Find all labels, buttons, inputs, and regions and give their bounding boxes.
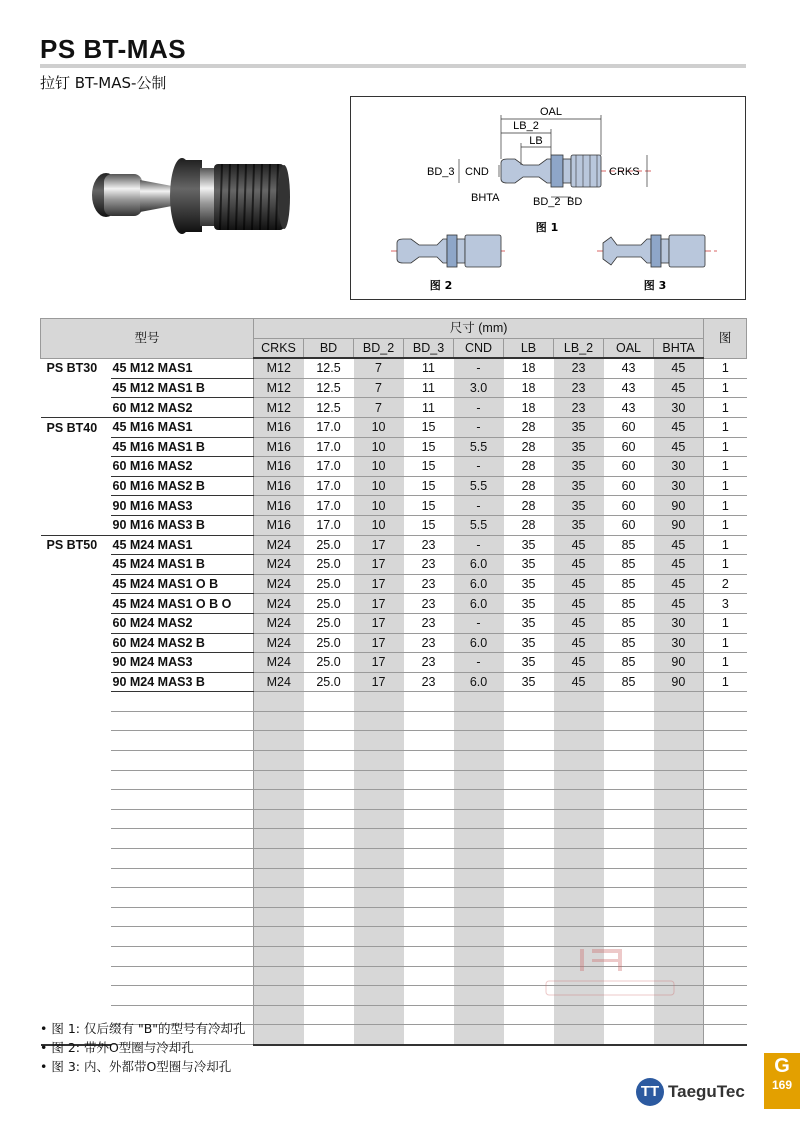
value-cell: 35 — [504, 613, 554, 633]
value-cell: 28 — [504, 476, 554, 496]
model-cell: 45 M16 MAS1 — [111, 417, 254, 437]
value-cell: 28 — [504, 437, 554, 457]
value-cell: 90 — [654, 515, 704, 535]
value-cell: M24 — [254, 594, 304, 614]
table-row — [41, 653, 747, 673]
value-cell: 10 — [354, 515, 404, 535]
group-cell — [41, 378, 111, 398]
empty-row — [41, 790, 747, 810]
value-cell: - — [454, 496, 504, 516]
group-cell — [41, 594, 111, 614]
value-cell: - — [454, 457, 504, 477]
value-cell: M16 — [254, 457, 304, 477]
group-cell: PS BT40 — [41, 417, 111, 437]
value-cell: 10 — [354, 417, 404, 437]
value-cell: 25.0 — [304, 672, 354, 692]
value-cell: 17 — [354, 613, 404, 633]
table-row — [41, 398, 747, 418]
table-row — [41, 476, 747, 496]
model-cell: 45 M12 MAS1 — [111, 358, 254, 378]
value-cell: 17.0 — [304, 515, 354, 535]
value-cell: M24 — [254, 633, 304, 653]
value-cell: 25.0 — [304, 555, 354, 575]
model-cell: 45 M12 MAS1 B — [111, 378, 254, 398]
figure-1-drawing — [427, 106, 651, 234]
model-cell: 45 M16 MAS1 B — [111, 437, 254, 457]
col-header: BD_2 — [354, 338, 404, 358]
col-header: CND — [454, 338, 504, 358]
value-cell: 45 — [654, 594, 704, 614]
col-header: BD — [304, 338, 354, 358]
value-cell: 45 — [554, 672, 604, 692]
value-cell: 60 — [604, 417, 654, 437]
value-cell: 23 — [404, 613, 454, 633]
value-cell: 23 — [404, 594, 454, 614]
value-cell: 15 — [404, 417, 454, 437]
value-cell: 30 — [654, 633, 704, 653]
value-cell: 6.0 — [454, 574, 504, 594]
model-cell: 45 M24 MAS1 O B — [111, 574, 254, 594]
value-cell: 12.5 — [304, 398, 354, 418]
value-cell: 35 — [554, 457, 604, 477]
table-row — [41, 672, 747, 692]
label-lb2: LB_2 — [513, 120, 539, 132]
model-header: 型号 — [41, 319, 254, 359]
group-cell — [41, 398, 111, 418]
value-cell: - — [454, 398, 504, 418]
value-cell: 45 — [554, 535, 604, 555]
model-cell: 60 M16 MAS2 B — [111, 476, 254, 496]
group-cell — [41, 653, 111, 673]
value-cell: 45 — [554, 653, 604, 673]
empty-row — [41, 868, 747, 888]
table-row — [41, 457, 747, 477]
value-cell: 17 — [354, 672, 404, 692]
notes-list — [40, 1019, 246, 1076]
value-cell: M24 — [254, 672, 304, 692]
label-bd3: BD_3 — [427, 166, 455, 178]
empty-row — [41, 751, 747, 771]
col-header: CRKS — [254, 338, 304, 358]
group-cell: PS BT50 — [41, 535, 111, 555]
value-cell: 6.0 — [454, 594, 504, 614]
value-cell: 15 — [404, 476, 454, 496]
model-cell: 45 M24 MAS1 — [111, 535, 254, 555]
value-cell: 35 — [504, 672, 554, 692]
value-cell: M24 — [254, 613, 304, 633]
value-cell: 5.5 — [454, 437, 504, 457]
figure-3-caption: 图 3 — [643, 279, 667, 292]
table-row — [41, 378, 747, 398]
value-cell: 25.0 — [304, 594, 354, 614]
figure-cell: 1 — [704, 555, 747, 575]
value-cell: 30 — [654, 613, 704, 633]
value-cell: 23 — [404, 555, 454, 575]
model-cell: 90 M24 MAS3 — [111, 653, 254, 673]
model-cell: 60 M24 MAS2 B — [111, 633, 254, 653]
table-row — [41, 613, 747, 633]
value-cell: 28 — [504, 417, 554, 437]
value-cell: 17.0 — [304, 457, 354, 477]
value-cell: 10 — [354, 437, 404, 457]
value-cell: - — [454, 535, 504, 555]
brand-footer — [636, 1078, 745, 1106]
figure-cell: 1 — [704, 535, 747, 555]
value-cell: 18 — [504, 358, 554, 378]
value-cell: 35 — [554, 496, 604, 516]
group-cell — [41, 613, 111, 633]
pull-stud-photo — [82, 150, 302, 236]
table-row — [41, 594, 747, 614]
value-cell: 35 — [504, 574, 554, 594]
value-cell: 43 — [604, 398, 654, 418]
model-cell: 60 M12 MAS2 — [111, 398, 254, 418]
dimension-diagram — [350, 96, 746, 300]
value-cell: 23 — [554, 398, 604, 418]
value-cell: 28 — [504, 515, 554, 535]
empty-row — [41, 692, 747, 712]
value-cell: - — [454, 613, 504, 633]
model-cell: 60 M24 MAS2 — [111, 613, 254, 633]
value-cell: 17 — [354, 653, 404, 673]
empty-row — [41, 809, 747, 829]
empty-row — [41, 927, 747, 947]
value-cell: 45 — [654, 378, 704, 398]
table-row — [41, 358, 747, 378]
col-header: OAL — [604, 338, 654, 358]
figure-cell: 1 — [704, 496, 747, 516]
value-cell: 35 — [504, 653, 554, 673]
value-cell: 23 — [404, 574, 454, 594]
value-cell: 45 — [554, 594, 604, 614]
model-cell: 45 M24 MAS1 O B O — [111, 594, 254, 614]
value-cell: 17.0 — [304, 417, 354, 437]
section-tab — [764, 1053, 800, 1109]
label-oal: OAL — [539, 106, 563, 118]
value-cell: 35 — [504, 633, 554, 653]
value-cell: 35 — [504, 535, 554, 555]
page-subtitle: 拉钉 BT-MAS-公制 — [40, 74, 167, 92]
value-cell: 28 — [504, 496, 554, 516]
empty-row — [41, 907, 747, 927]
value-cell: 6.0 — [454, 633, 504, 653]
empty-row — [41, 829, 747, 849]
value-cell: 5.5 — [454, 476, 504, 496]
value-cell: 45 — [554, 633, 604, 653]
value-cell: 45 — [654, 358, 704, 378]
table-row — [41, 515, 747, 535]
empty-row — [41, 731, 747, 751]
value-cell: 10 — [354, 457, 404, 477]
value-cell: M16 — [254, 417, 304, 437]
value-cell: 12.5 — [304, 378, 354, 398]
value-cell: 15 — [404, 515, 454, 535]
table-row — [41, 633, 747, 653]
table-row — [41, 437, 747, 457]
brand-name: TaeguTec — [668, 1082, 745, 1101]
label-crks: CRKS — [609, 166, 640, 178]
model-cell: 90 M16 MAS3 B — [111, 515, 254, 535]
value-cell: 23 — [554, 378, 604, 398]
value-cell: M24 — [254, 574, 304, 594]
page-title: PS BT-MAS — [40, 34, 187, 64]
figure-cell: 1 — [704, 437, 747, 457]
value-cell: 85 — [604, 653, 654, 673]
value-cell: 45 — [654, 437, 704, 457]
value-cell: 35 — [504, 555, 554, 575]
value-cell: 60 — [604, 476, 654, 496]
value-cell: 45 — [554, 613, 604, 633]
value-cell: M24 — [254, 535, 304, 555]
value-cell: 25.0 — [304, 653, 354, 673]
value-cell: 23 — [554, 358, 604, 378]
value-cell: 18 — [504, 378, 554, 398]
figure-cell: 1 — [704, 515, 747, 535]
label-bd2: BD_2 — [533, 196, 561, 208]
value-cell: 60 — [604, 457, 654, 477]
value-cell: 85 — [604, 574, 654, 594]
title-divider — [40, 64, 746, 68]
value-cell: 6.0 — [454, 555, 504, 575]
value-cell: 85 — [604, 555, 654, 575]
col-header: LB — [504, 338, 554, 358]
value-cell: 23 — [404, 535, 454, 555]
figure-cell: 1 — [704, 672, 747, 692]
value-cell: M16 — [254, 437, 304, 457]
value-cell: 85 — [604, 672, 654, 692]
group-cell — [41, 515, 111, 535]
value-cell: 35 — [554, 437, 604, 457]
value-cell: 17 — [354, 535, 404, 555]
value-cell: M24 — [254, 555, 304, 575]
group-cell — [41, 555, 111, 575]
spec-table — [40, 318, 747, 1046]
value-cell: 35 — [504, 594, 554, 614]
value-cell: 23 — [404, 633, 454, 653]
value-cell: 45 — [554, 555, 604, 575]
value-cell: 43 — [604, 378, 654, 398]
value-cell: 7 — [354, 358, 404, 378]
value-cell: 25.0 — [304, 535, 354, 555]
value-cell: 17 — [354, 594, 404, 614]
value-cell: 11 — [404, 398, 454, 418]
figure-cell: 1 — [704, 457, 747, 477]
value-cell: 15 — [404, 437, 454, 457]
col-header: LB_2 — [554, 338, 604, 358]
figure-2-caption: 图 2 — [429, 279, 453, 292]
col-header: BHTA — [654, 338, 704, 358]
model-cell: 45 M24 MAS1 B — [111, 555, 254, 575]
figure-cell: 1 — [704, 613, 747, 633]
value-cell: 85 — [604, 594, 654, 614]
group-cell — [41, 633, 111, 653]
value-cell: 25.0 — [304, 574, 354, 594]
value-cell: 15 — [404, 496, 454, 516]
value-cell: 90 — [654, 672, 704, 692]
table-row — [41, 555, 747, 575]
figure-3-drawing — [597, 235, 717, 292]
value-cell: 23 — [404, 672, 454, 692]
model-cell: 90 M24 MAS3 B — [111, 672, 254, 692]
dims-header: 尺寸 (mm) — [254, 319, 704, 339]
value-cell: 17 — [354, 574, 404, 594]
value-cell: 45 — [654, 417, 704, 437]
value-cell: 10 — [354, 496, 404, 516]
value-cell: 17 — [354, 555, 404, 575]
value-cell: 85 — [604, 535, 654, 555]
value-cell: 30 — [654, 457, 704, 477]
value-cell: 60 — [604, 496, 654, 516]
figure-1-caption: 图 1 — [535, 221, 559, 234]
value-cell: M16 — [254, 476, 304, 496]
value-cell: - — [454, 417, 504, 437]
group-cell — [41, 574, 111, 594]
table-row — [41, 417, 747, 437]
model-cell: 60 M16 MAS2 — [111, 457, 254, 477]
fig-header: 图 — [704, 319, 747, 359]
value-cell: M24 — [254, 653, 304, 673]
empty-row — [41, 770, 747, 790]
value-cell: 30 — [654, 476, 704, 496]
group-cell — [41, 457, 111, 477]
value-cell: 17.0 — [304, 437, 354, 457]
value-cell: 12.5 — [304, 358, 354, 378]
figure-cell: 1 — [704, 398, 747, 418]
figure-2-drawing — [391, 235, 507, 292]
value-cell: M12 — [254, 378, 304, 398]
label-bd: BD — [567, 196, 583, 208]
value-cell: 90 — [654, 653, 704, 673]
value-cell: 25.0 — [304, 633, 354, 653]
figure-cell: 3 — [704, 594, 747, 614]
table-row — [41, 535, 747, 555]
value-cell: 17.0 — [304, 476, 354, 496]
label-cnd: CND — [465, 166, 489, 178]
page-number: 169 — [771, 1078, 793, 1092]
empty-row — [41, 888, 747, 908]
value-cell: 17.0 — [304, 496, 354, 516]
value-cell: 11 — [404, 358, 454, 378]
value-cell: M16 — [254, 496, 304, 516]
value-cell: 23 — [404, 653, 454, 673]
value-cell: 18 — [504, 398, 554, 418]
value-cell: 45 — [654, 555, 704, 575]
figure-cell: 1 — [704, 358, 747, 378]
value-cell: 35 — [554, 515, 604, 535]
value-cell: 6.0 — [454, 672, 504, 692]
figure-cell: 1 — [704, 476, 747, 496]
value-cell: - — [454, 653, 504, 673]
label-lb: LB — [529, 135, 543, 147]
value-cell: 45 — [654, 535, 704, 555]
value-cell: 15 — [404, 457, 454, 477]
value-cell: 90 — [654, 496, 704, 516]
col-header: BD_3 — [404, 338, 454, 358]
group-cell: PS BT30 — [41, 358, 111, 378]
note-item: • 图 1: 仅后缀有 "B"的型号有冷却孔 — [40, 1019, 246, 1038]
value-cell: 43 — [604, 358, 654, 378]
label-bhta: BHTA — [471, 192, 500, 204]
value-cell: 60 — [604, 515, 654, 535]
group-cell — [41, 437, 111, 457]
empty-row — [41, 849, 747, 869]
table-row — [41, 574, 747, 594]
value-cell: 45 — [654, 574, 704, 594]
value-cell: M12 — [254, 398, 304, 418]
value-cell: 17 — [354, 633, 404, 653]
value-cell: 25.0 — [304, 613, 354, 633]
value-cell: 35 — [554, 476, 604, 496]
watermark-graphic — [540, 945, 680, 1005]
value-cell: 3.0 — [454, 378, 504, 398]
value-cell: 10 — [354, 476, 404, 496]
figure-cell: 1 — [704, 653, 747, 673]
value-cell: 35 — [554, 417, 604, 437]
value-cell: 7 — [354, 398, 404, 418]
value-cell: 60 — [604, 437, 654, 457]
value-cell: - — [454, 358, 504, 378]
note-item: • 图 3: 内、外都带O型圈与冷却孔 — [40, 1057, 246, 1076]
figure-cell: 2 — [704, 574, 747, 594]
group-cell — [41, 672, 111, 692]
value-cell: 30 — [654, 398, 704, 418]
value-cell: 5.5 — [454, 515, 504, 535]
value-cell: 85 — [604, 613, 654, 633]
table-row — [41, 496, 747, 516]
figure-cell: 1 — [704, 378, 747, 398]
value-cell: M12 — [254, 358, 304, 378]
taegutec-logo: TT — [636, 1078, 664, 1106]
section-letter: G — [774, 1055, 790, 1077]
value-cell: 28 — [504, 457, 554, 477]
model-cell: 90 M16 MAS3 — [111, 496, 254, 516]
empty-row — [41, 711, 747, 731]
value-cell: 45 — [554, 574, 604, 594]
note-item: • 图 2: 带外O型圈与冷却孔 — [40, 1038, 246, 1057]
value-cell: 11 — [404, 378, 454, 398]
value-cell: M16 — [254, 515, 304, 535]
value-cell: 7 — [354, 378, 404, 398]
figure-cell: 1 — [704, 633, 747, 653]
value-cell: 85 — [604, 633, 654, 653]
group-cell — [41, 476, 111, 496]
figure-cell: 1 — [704, 417, 747, 437]
group-cell — [41, 496, 111, 516]
